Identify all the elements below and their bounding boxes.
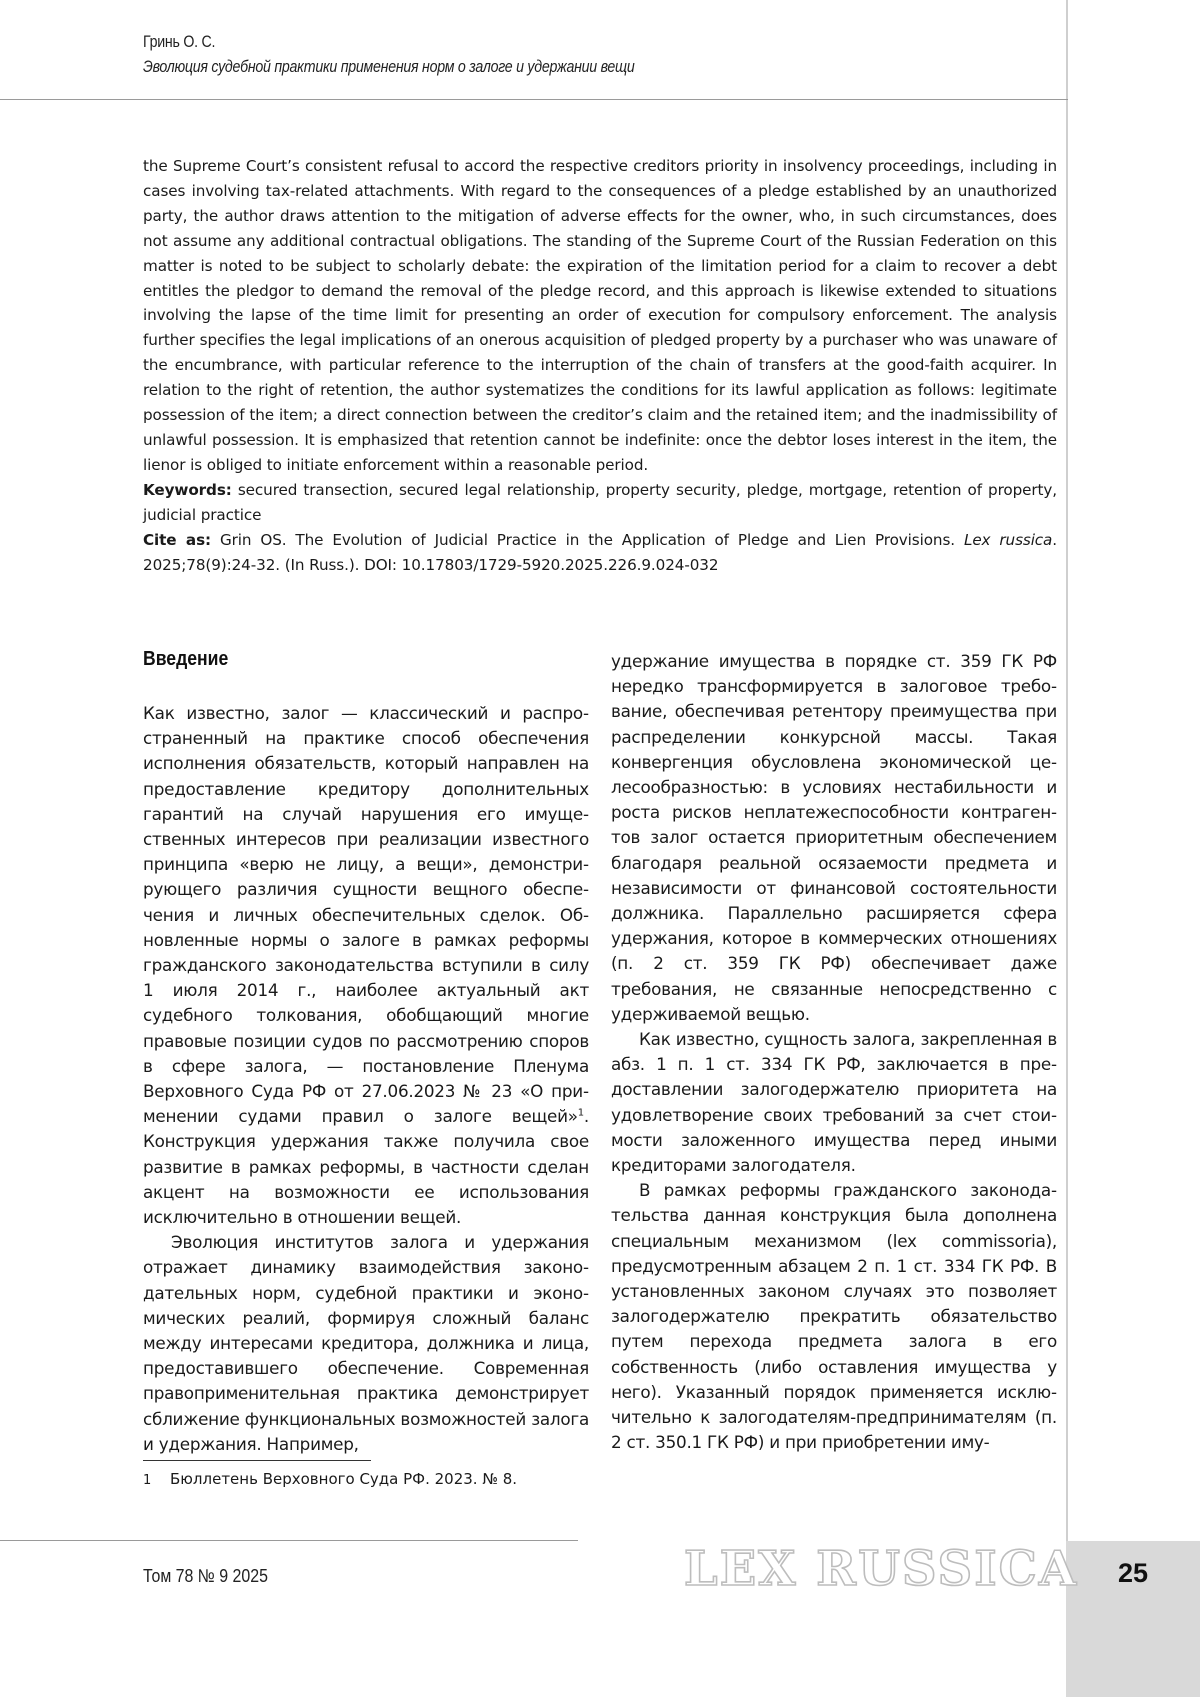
running-header-author: Гринь О. С. <box>143 33 216 51</box>
body-paragraph: В рамках реформы гражданского законодательства данная конструкция была дополнена специальным механизмом (lex commissoria), предусмотренным абзацем 2 п. 1 ст. 334 ГК РФ. В установленных законом случаях это позволяет залогодержателю прекратить обязательство путем перехода предмета залога в его собственность (либо оставления имущества у него). Указанный порядок применяется исключительно к залогодателям-предпринимателям (п. 2 ст. 350.1 ГК РФ) и при приобретении иму- <box>611 1180 1057 1453</box>
cite-line <box>143 528 1057 578</box>
abstract-text: the Supreme Court’s consistent refusal to accord the respective creditors priority in insolvency proceedings, including in cases involving tax-related attachments. With regard to the consequences of a pledge established by an unauthorized party, the author draws attention to the mitigation of adverse effects for the owner, who, in such circumstances, does not assume any additional contractual obligations. The standing of the Supreme Court of the Russian Federation on this matter is noted to be subject to scholarly debate: the expiration of the limitation period for a claim to recover a debt entitles the pledgor to demand the removal of the pledge record, and this approach is likewise extended to situations involving the lapse of the time limit for presenting an order of execution for compulsory enforcement. The analysis further specifies the legal implications of an onerous acquisition of pledged property by a purchaser who was unaware of the encumbrance, with particular reference to the interruption of the chain of transfers at the good-faith acquirer. In relation to the right of retention, the author systematizes the conditions for its lawful application as follows: legitimate possession of the item; a direct connection between the creditor’s claim and the retained item; and the inadmissibility of unlawful possession. It is emphasized that retention cannot be indefinite: once the debtor loses interest in the item, the lienor is obliged to initiate enforcement within a reasonable period. <box>143 157 1057 474</box>
footer-divider <box>0 1540 578 1541</box>
body-column-left <box>143 701 589 1457</box>
keywords-label: Keywords: <box>143 480 232 499</box>
footer-volume-issue: Том 78 № 9 2025 <box>143 1565 268 1586</box>
footnote-mark: 1 <box>143 1473 152 1488</box>
keywords-text: secured transection, secured legal relationship, property security, pledge, mortgage, retention of property, judicial practice <box>143 480 1057 524</box>
footnote-divider <box>143 1460 371 1461</box>
body-paragraph-tail: . Конструкция удержания также получила свое развитие в рамках реформы, в частности сделан акцент на возможности ее использования исключительно в отношении вещей. <box>143 1106 589 1228</box>
cite-label: Cite as: <box>143 530 211 549</box>
journal-logo <box>683 1537 1079 1597</box>
section-heading: Введение <box>143 648 229 670</box>
page-number: 25 <box>1117 1558 1149 1588</box>
running-header-title: Эволюция судебной практики применения норм о залоге и удержании вещи <box>143 58 635 76</box>
body-paragraph-text: Как известно, залог — классический и распространенный на практике способ обеспечения исполнения обязательств, который направлен на предоставление кредитору дополнительных гарантий на случай нарушения его имущественных интересов при реализации известного принципа «верю не лицу, а вещи», демонстрирующего различия сущности вещного обеспечения и личных обеспечительных сделок. Обновленные нормы о залоге в рамках реформы гражданского законодательства вступили в силу 1 июля 2014 г., наиболее актуальный акт судебного толкования, обобщающий многие правовые позиции судов по рассмотрению споров в сфере залога, — постановление Пленума Верховного Суда РФ от 27.06.2023 № 23 «О применении судами правил о залоге вещей» <box>143 703 589 1127</box>
cite-rest: . 2025;78(9):24-32. (In Russ.). DOI: 10.17803/1729-5920.2025.226.9.024-032 <box>143 530 1058 574</box>
right-margin-band <box>1066 0 1200 1697</box>
header-divider <box>0 99 1068 100</box>
body-paragraph: Как известно, сущность залога, закрепленная в абз. 1 п. 1 ст. 334 ГК РФ, заключается в предоставлении залогодержателю приоритета на удовлетворение своих требований за счет стоимости заложенного имущества перед иными кредиторами залогодателя. <box>611 1029 1057 1176</box>
body-paragraph: Эволюция институтов залога и удержания отражает динамику взаимодействия законодательных норм, судебной практики и экономических реалий, формируя сложный баланс между интересами кредитора, должника и лица, предоставившего обеспечение. Современная правоприменительная практика демонстрирует сближение функциональных возможностей залога и удержания. Например, <box>143 1232 589 1454</box>
footnote <box>143 1470 843 1488</box>
body-paragraph: удержание имущества в порядке ст. 359 ГК РФ нередко трансформируется в залоговое требование, обеспечивая ретентору преимущества при распределении конкурсной массы. Такая конвергенция обусловлена экономической целесообразностью: в условиях нестабильности и роста рисков неплатежеспособности контрагентов залог остается приоритетным обеспечением благодаря реальной осязаемости предмета и независимости от финансовой состоятельности должника. Параллельно расширяется сфера удержания, которое в коммерческих отношениях (п. 2 ст. 359 ГК РФ) обеспечивает даже требования, не связанные непосредственно с удерживаемой вещью. <box>611 651 1057 1024</box>
abstract-block <box>143 154 1057 577</box>
footnote-reference: 1 <box>577 1107 584 1119</box>
keywords-line <box>143 478 1057 528</box>
cite-journal: Lex russica <box>963 530 1053 549</box>
cite-text: Grin OS. The Evolution of Judicial Practice in the Application of Pledge and Lien Provisions. <box>219 530 955 549</box>
body-column-right <box>611 649 1057 1456</box>
footnote-text: Бюллетень Верховного Суда РФ. 2023. № 8. <box>170 1470 518 1488</box>
journal-logo-text: LEX RUSSICA <box>683 1541 1079 1597</box>
body-paragraph <box>143 701 589 1230</box>
